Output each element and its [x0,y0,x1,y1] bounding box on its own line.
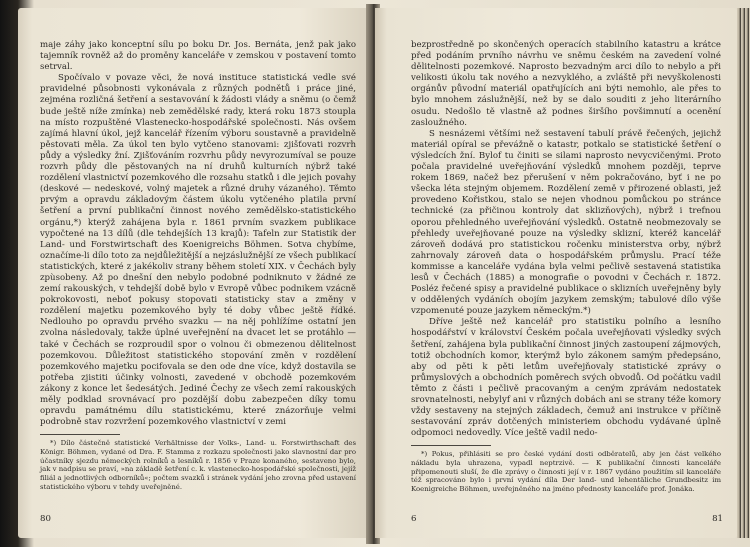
left-page-body [40,40,356,492]
signature-mark: 6 [411,514,417,524]
right-page-body [411,40,721,494]
right-paragraph: S nesnázemi většími než sestavení tabulí právě řečených, jejichž materiál opíral se převážně o katastr, potkalo se statistické šetření o výsledcích žní. Bylof tu činiti se silami naprosto nevycvičenými. Proto počala pravidelné uveřejňování výsledků mnohem později, teprve rokem 1869, načež bez přerušení v něm pokračováno, byť i ne po všecka léta stejným objemem. Rozdělení země v přirozené oblasti, jež provedeno Kořistkou, stalo se nejen vhodnou pomůckou po stránce technické (za přičinou kontroly dat sklizňových), nýbrž i trefnou oporou přehledného uveřejňování výsledků. Ostatně neobmezovaly se přehledy uveřejňované pouze na výsledky sklizní, kteréž kancelář zároveň dodává pro statistickou ročenku ministerstva orby, nýbrž zahrnovaly zároveň data o hospodářském průmyslu. Prací téže kommisse a kanceláře vydána byla velmi pečlivě sestavená statistika lesů v Čechách (1885) a monografie o povodni v Čechách r. 1872. Posléz řečené spisy a pravidelné publikace o sklizních uveřejněny byly v oddělených vydáních obojím jazykem zemským; tabulové dílo výše vzpomenuté pouze jazykem německým.*) [411,128,721,317]
right-footnote: *) Pokus, přihlásiti se pro české vydání dosti odběratelů, aby jen část velkého nákladu byla uhrazena, vypadl neptrzivě. — K publikační činnosti kanceláře připomenouti sluší, že dle zprávy o činnosti její v r. 1867 vydáno použitím sil kanceláře též spracováno bylo i první vydání díla Der land- und lehentäliche Grundbesitz im Koenigreiche Böhmen, uveřejněného na jméno přednosty kanceláře prof. Jonáka. [411,450,721,494]
footnote-rule [40,434,120,435]
left-page [18,8,370,538]
left-page-number: 80 [40,514,51,524]
left-footnote: *) Dílo částečně statistické Verhältnisse der Volks-, Land- u. Forstwirthschaft des Königr. Böhmen, vydané od Dra. F. Stamma z rozkazu společnosti jako slavnostní dar pro účastníky sjezdu německých rolníků a lesníků r. 1856 v Praze konaného, sestaveno bylo, jak v nadpisu se praví, »na základě šetření c. k. vlastenecko-hospodářské společnosti, jejíž filiál a jednotlivých odborníků«; počtem svazků i stránek vydání jeho zrovna před ustavení statistického výboru v tehdy uveřejněné. [40,439,356,491]
page-edges [737,8,750,538]
footnote-rule [411,445,491,446]
right-page-number: 81 [712,514,723,524]
right-page [375,8,737,538]
right-paragraph: bezprostředně po skončených operacích stabilního katastru a krátce před podáním prvního návrhu ve sněmu českém na zavedení volné dělitelnosti pozemkové. Naprosto bezvadným arci dílo to nebylo a při velikosti úkolu tak nového a nezvyklého, a zvláště při nevyškolenosti orgánův původní materiál opatřujících ani býti nemohlo, ale přes to bylo mnohem záslužnější, než by se dalo souditi z jeho literárního osudu. Nedošlo tě vlastně až podnes širšího povšimnutí a ocenění zasloužného. [411,40,721,128]
left-paragraph: Spočívalo v povaze věci, že nová instituce statistická vedle své pravidelné působnosti vykonávala z různých podnětů i práce jiné, zejména rozličná šetření a sestavování k žádosti vlády a sněmu (o čemž bude ještě níže zmínka) neb zemědělské rady, která roku 1873 stoupla na místo rozpuštěné Vlastenecko-hospodářské společnosti. Nás ovšem zajímá hlavní úkol, jejž kancelář řízením výboru soustavně a pravidelně pěstovati měla. Za úkol ten bylo vytčeno stanovami: zjišťovati rozvrh půdy a výsledky žní. Zjišťováním rozvrhu půdy nevyrozumíval se pouze rozvrh půdy dle pěstovaných na ní druhů kulturních nýbrž také rozdělení vlastnictví pozemkového dle rozsahu statků i dle jejich povahy (deskové — nedeskové, volný majetek a různé druhy vázaného). Těmto prvým a opravdu základovým částem úkolu vytčeného platila první šetření a první publikační činnost nového zemědělsko-statistického orgánu,*) kterýž zahájena byla r. 1861 prvním svazkem publikace vypočtené na 13 dílů (dle tehdejších 13 krajů): Tafeln zur Statistik der Land- und Forstwirtschaft des Koenigreichs Böhmen. Sotva chybíme, označíme-li dílo toto za nejdůležitější a nejzáslužnější ze všech publikací statistických, které z jakékoliv strany během století XIX. v Čechách byly zpùsobeny. Až po dnešní den nebylo podobné podniknuto v žádné ze zemí rakouských, v tehdejší době bylo v Evropě vůbec podnikem vzácně pokrokovosti, neboť pokusy stopovati statisticky stav a změny v rozdělení majetku pozemkového byly té doby vůbec ještě řídké. Nedlouho po opravdu prvého svazku — na něj pohlížíme ostatní jen zvolna následovaly, takže úplné uveřejnění na dvacet let se protáhlo — také v Čechách se rozproudil spor o volnou či obmezenou dělitelnost pozemkovou. Důležitost statistického stopování změn v rozdělení pozemkového majetku pocifovala se den ode dne více, když dostavila se potřeba zjistiti účinky volnosti, zavedené v obchodě pozemkovém zákony z konce let šedesátých. Jediné Čechy ze všech zemí rakouských měly podklad srovnávací pro pozdější dobu zabezpečen díky tomu opravdu památnému dílu statistickému, které znázorňuje velmi podrobně stav rozvržení pozemkového vlastnictví v zemi [40,73,356,428]
right-paragraph: Dříve ještě než kancelář pro statistiku polního a lesního hospodářství v království Českém počala uveřejňovati výsledky svých šetření, zahájena byla publikační činnost jiných zastoupení zájmových, totiž obchodních komor, kterýmž bylo zákonem samým předepsáno, aby od pěti k pěti letům uveřejňovaly statistické zprávy o průmyslových a obchodních poměrech svých obvodů. Od počátku vadil těmto z části i pečlivě pracovaným a ceným zprávám nedostatek srovnatelnosti, nebylyf ani v různých dobách ani se strany téže komory vždy sestaveny na stejných základech, čemuž ani instrukce v příčině sestavování zpráv dotčených ministeriem obchodu vydávané úplně odpomoci nedovedly. Více ještě vadil nedo- [411,317,721,439]
left-paragraph: maje záhy jako konceptní sílu po boku Dr. Jos. Bernáta, jenž pak jako tajemník rovněž až do proměny kanceláře v zemskou v postavení tomto setrval. [40,40,356,73]
